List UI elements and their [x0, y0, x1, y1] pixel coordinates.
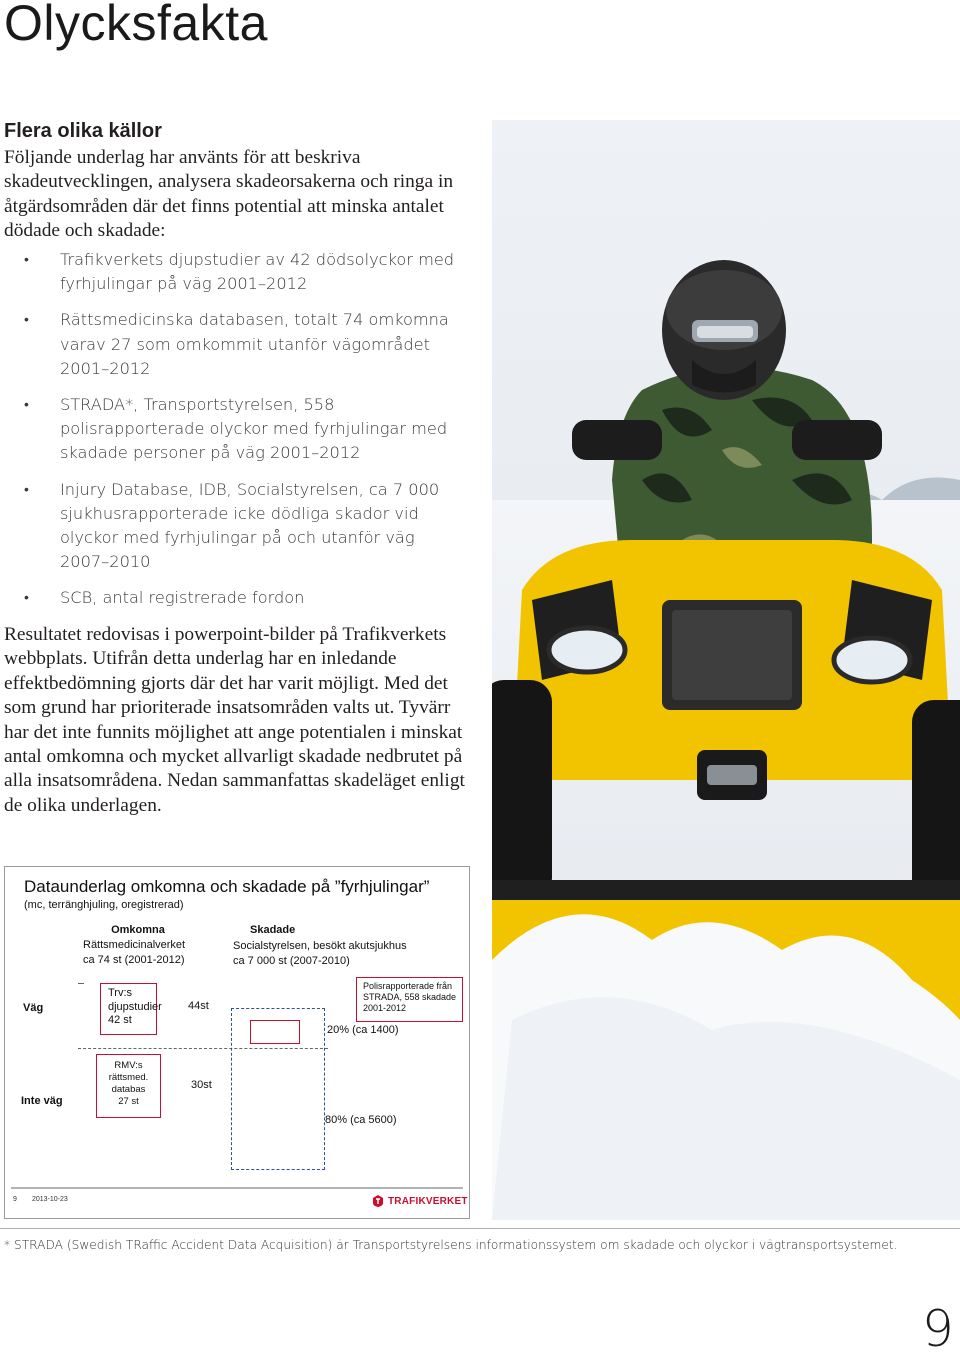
page-title: Olycksfakta: [4, 0, 268, 51]
bullet-icon: •: [24, 590, 29, 607]
omkomna-source: Rättsmedicinalverket: [83, 939, 186, 951]
source-text: Rättsmedicinska databasen, totalt 74 omkomna varav 27 som omkommit utanför vägområdet 2001–2012: [60, 310, 449, 378]
list-item: [18, 248, 458, 296]
polis-line: STRADA, 558 skadade: [363, 992, 457, 1002]
slide-title: Dataunderlag omkomna och skadade på ”fyrhjulingar”: [24, 877, 430, 896]
source-text: STRADA*, Transportstyrelsen, 558 polisrapporterade olyckor med fyrhjulingar med skadade personer på väg 2001–2012: [60, 395, 448, 463]
omkomna-header: Omkomna: [111, 924, 165, 936]
row-label-vag: Väg: [23, 1002, 44, 1014]
bullet-icon: •: [24, 312, 29, 329]
rmv-line: RMV:s: [114, 1060, 143, 1071]
polis-box: [356, 977, 463, 1022]
trafikverket-logo-icon: [371, 1194, 385, 1208]
bullet-icon: •: [24, 481, 29, 498]
skadade-count: ca 7 000 st (2007-2010): [233, 955, 350, 967]
footnote-divider: [0, 1228, 960, 1229]
trafikverket-logo: [371, 1191, 468, 1211]
trv-line: 42 st: [108, 1014, 132, 1026]
trv-line: Trv:s: [108, 987, 133, 999]
rmv-line: 27 st: [118, 1096, 139, 1107]
section-heading: Flera olika källor: [4, 120, 162, 142]
rmv-line: rättsmed.: [108, 1072, 149, 1083]
footnote: * STRADA (Swedish TRaffic Accident Data Acquisition) är Transportstyrelsens informationssystem om skadade och olyckor i vägtransportsystemet.: [4, 1238, 898, 1252]
skadade-source: Socialstyrelsen, besökt akutsjukhus: [233, 940, 407, 952]
list-item: [18, 393, 458, 466]
slide-page-number: 9: [13, 1196, 17, 1203]
trv-count: 44st: [188, 1000, 209, 1012]
omkomna-count: ca 74 st (2001-2012): [83, 954, 185, 966]
intro-paragraph: Följande underlag har använts för att beskriva skadeutvecklingen, analysera skadeorsakerna och ringa in åtgärdsområden där det finns potential att minska antalet dödade och skadade:: [4, 147, 454, 242]
source-list: [18, 248, 458, 623]
source-text: SCB, antal registrerade fordon: [60, 588, 305, 608]
data-slide: [4, 866, 470, 1219]
atv-photo: [492, 120, 960, 1220]
list-item: [18, 478, 458, 575]
rmv-box: [96, 1054, 161, 1118]
bullet-icon: •: [24, 252, 29, 268]
slide-subtitle: (mc, terränghjuling, oregistrerad): [24, 899, 184, 911]
trv-box: [100, 983, 162, 1035]
source-text: Injury Database, IDB, Socialstyrelsen, ca 7 000 sjukhusrapporterade icke dödliga skador vid olyckor med fyrhjulingar på och utanför väg 2007–2010: [60, 479, 440, 572]
rmv-line: databas: [111, 1084, 146, 1095]
polis-marker-box: [250, 1020, 300, 1044]
polis-line: 2001-2012: [363, 1003, 407, 1013]
pct-offroad: 80% (ca 5600): [325, 1114, 397, 1126]
result-paragraph: Resultatet redovisas i powerpoint-bilder på Trafikverkets webbplats. Utifrån detta underlag har en inledande effektbedömning gjorts där det har varit möjligt. Med det som grund har prioriterade insatsområden valts ut. Tyvärr har det inte funnits möjlighet att ange potentialen i minskat antal omkomna och mycket allvarligt skadade nedbrutet på alla insatsområdena. Nedan sammanfattas skadeläget enligt de olika underlagen.: [4, 624, 465, 816]
rmv-count: 30st: [191, 1079, 212, 1091]
bracket-top: [78, 983, 84, 984]
list-item: [18, 308, 458, 381]
logo-text: TRAFIKVERKET: [388, 1195, 468, 1207]
bullet-icon: •: [24, 397, 29, 414]
slide-date: 2013-10-23: [32, 1196, 68, 1203]
row-label-inte-vag: Inte väg: [21, 1095, 63, 1107]
pct-road: 20% (ca 1400): [327, 1024, 399, 1036]
trv-line: djupstudier: [108, 1000, 162, 1013]
list-item: [18, 586, 458, 610]
atv-illustration: [492, 120, 960, 1220]
page-number: 9: [922, 1300, 954, 1358]
source-text: Trafikverkets djupstudier av 42 dödsolyckor med fyrhjulingar på väg 2001–2012: [60, 250, 455, 294]
skadade-header: Skadade: [250, 924, 296, 936]
polis-line: Polisrapporterade från: [363, 981, 453, 991]
